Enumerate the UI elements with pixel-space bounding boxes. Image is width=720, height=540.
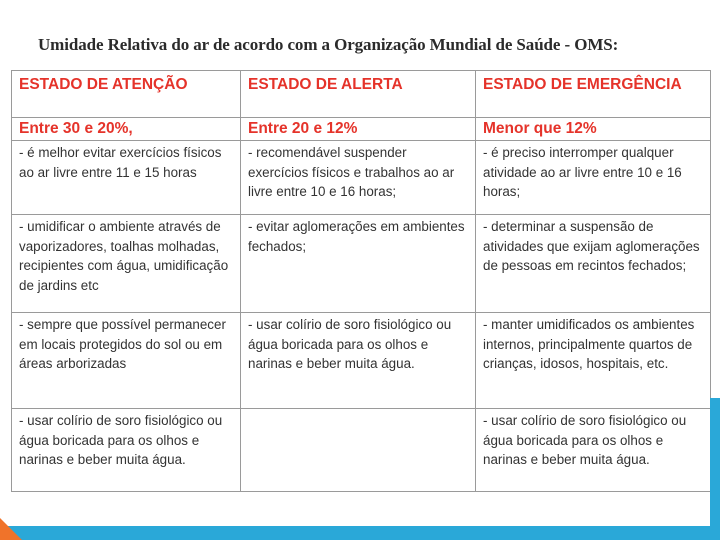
corner-accent-triangle — [0, 518, 22, 540]
table-cell: - usar colírio de soro fisiológico ou água boricada para os olhos e narinas e beber muita água. — [241, 313, 476, 409]
header-cell-atencao: ESTADO DE ATENÇÃO — [12, 71, 241, 118]
header-cell-emergencia: ESTADO DE EMERGÊNCIA — [476, 71, 711, 118]
header-cell-alerta: ESTADO DE ALERTA — [241, 71, 476, 118]
oms-humidity-table — [11, 70, 711, 492]
table-cell: - é melhor evitar exercícios físicos ao ar livre entre 11 e 15 horas — [12, 141, 241, 215]
table-header-row — [12, 71, 711, 118]
table-cell: - usar colírio de soro fisiológico ou água boricada para os olhos e narinas e beber muita água. — [12, 409, 241, 492]
side-accent-bar — [710, 398, 720, 540]
table-row — [12, 409, 711, 492]
table-row — [12, 141, 711, 215]
table-row — [12, 313, 711, 409]
table-cell: - sempre que possível permanecer em locais protegidos do sol ou em áreas arborizadas — [12, 313, 241, 409]
range-cell-emergencia: Menor que 12% — [476, 118, 711, 141]
table-cell: - determinar a suspensão de atividades que exijam aglomerações de pessoas em recintos fechados; — [476, 215, 711, 313]
table-row — [12, 215, 711, 313]
slide-title: Umidade Relativa do ar de acordo com a Organização Mundial de Saúde - OMS: — [38, 35, 619, 54]
table-cell: - evitar aglomerações em ambientes fechados; — [241, 215, 476, 313]
table-cell: - usar colírio de soro fisiológico ou água boricada para os olhos e narinas e beber muita água. — [476, 409, 711, 492]
table-cell: - recomendável suspender exercícios físicos e trabalhos ao ar livre entre 10 e 16 horas; — [241, 141, 476, 215]
table-cell: - umidificar o ambiente através de vaporizadores, toalhas molhadas, recipientes com água, umidificação de jardins etc — [12, 215, 241, 313]
table-cell: - é preciso interromper qualquer atividade ao ar livre entre 10 e 16 horas; — [476, 141, 711, 215]
table-range-row — [12, 118, 711, 141]
bottom-accent-bar — [0, 526, 720, 540]
range-cell-alerta: Entre 20 e 12% — [241, 118, 476, 141]
table-cell: - manter umidificados os ambientes internos, principalmente quartos de crianças, idosos, hospitais, etc. — [476, 313, 711, 409]
range-cell-atencao: Entre 30 e 20%, — [12, 118, 241, 141]
table-cell — [241, 409, 476, 492]
